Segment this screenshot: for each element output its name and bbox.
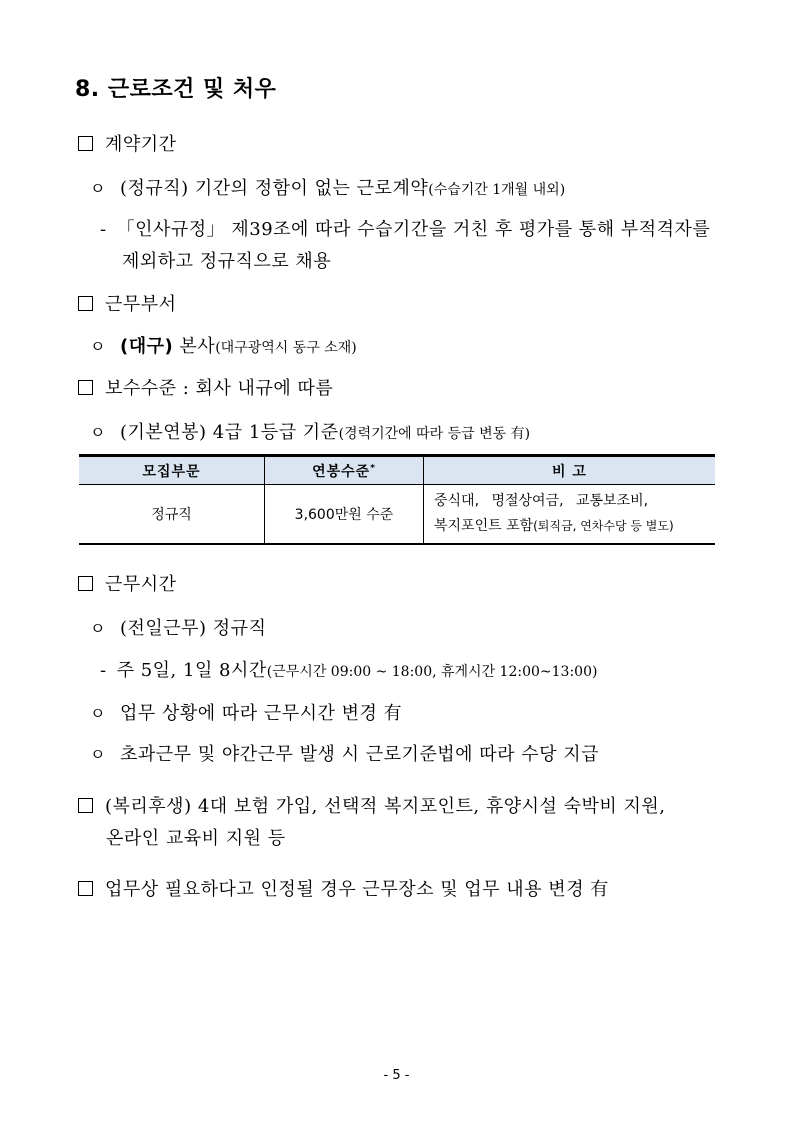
- table-header-row: [79, 456, 715, 485]
- welfare-line1: (복리후생) 4대 보험 가입, 선택적 복지포인트, 휴양시설 숙박비 지원,: [105, 796, 666, 817]
- contract-subitem-line1: 「인사규정」 제39조에 따라 수습기간을 거친 후 평가를 통해 부적격자를: [116, 219, 711, 240]
- pay-item-note: (경력기간에 따라 등급 변동 有): [338, 426, 531, 442]
- table-row: [79, 485, 715, 545]
- section-welfare: [78, 792, 666, 818]
- cell-note: [424, 485, 716, 545]
- contract-subitem: [100, 215, 710, 241]
- page-title: 8. 근로조건 및 처우: [75, 77, 277, 102]
- checkbox-square-icon: [78, 798, 93, 813]
- circle-bullet-icon: ㅇ: [90, 619, 106, 638]
- footnote-mark: *: [370, 462, 376, 473]
- checkbox-square-icon: [78, 576, 93, 591]
- hours-item2: [90, 699, 402, 725]
- contract-item-note: (수습기간 1개월 내외): [428, 182, 566, 198]
- contract-subitem-line2: 제외하고 정규직으로 채용: [122, 251, 332, 272]
- hours-item3: [90, 740, 599, 766]
- checkbox-square-icon: [78, 380, 93, 395]
- pay-item: [90, 418, 530, 444]
- hours-subitem-note: (근무시간 09:00 ~ 18:00, 휴게시간 12:00~13:00): [266, 664, 598, 680]
- hours-subitem-text: 주 5일, 1일 8시간: [116, 660, 267, 681]
- checkbox-square-icon: [78, 881, 93, 896]
- cell-salary: 3,600만원 수준: [265, 485, 424, 545]
- section-change: [78, 875, 609, 901]
- section-heading: 보수수준 : 회사 내규에 따름: [105, 378, 334, 399]
- contract-item: [90, 174, 565, 200]
- circle-bullet-icon: ㅇ: [90, 745, 106, 764]
- pay-item-text: (기본연봉) 4급 1등급 기준: [119, 422, 339, 443]
- dept-item: [90, 332, 357, 358]
- section-heading: 근무부서: [105, 294, 177, 315]
- hours-subitem: [100, 656, 597, 682]
- circle-bullet-icon: ㅇ: [90, 704, 106, 723]
- header-note: 비 고: [424, 456, 716, 485]
- checkbox-square-icon: [78, 136, 93, 151]
- welfare-line2: 온라인 교육비 지원 등: [106, 828, 286, 849]
- dept-location-bold: (대구): [119, 336, 174, 357]
- dept-item-note: (대구광역시 동구 소재): [215, 340, 357, 356]
- dash-bullet-icon: -: [100, 219, 107, 240]
- circle-bullet-icon: ㅇ: [90, 423, 106, 442]
- note-line1: 중식대, 명절상여금, 교통보조비,: [434, 493, 649, 509]
- header-category: 모집부문: [79, 456, 265, 485]
- note-line2: 복지포인트 포함(퇴직금, 연차수당 등 별도): [434, 518, 674, 534]
- hours-item1-text: (전일근무) 정규직: [119, 618, 267, 639]
- section-heading: 근무시간: [105, 574, 177, 595]
- section-contract: [78, 130, 177, 156]
- salary-table: [79, 454, 715, 545]
- contract-item-text: (정규직) 기간의 정함이 없는 근로계약: [119, 178, 429, 199]
- hours-item3-text: 초과근무 및 야간근무 발생 시 근로기준법에 따라 수당 지급: [119, 744, 600, 765]
- checkbox-square-icon: [78, 296, 93, 311]
- section-dept: [78, 290, 177, 316]
- section-hours: [78, 570, 177, 596]
- hours-item1: [90, 614, 266, 640]
- section-heading: 계약기간: [105, 134, 177, 155]
- dept-item-text: 본사: [173, 336, 216, 357]
- circle-bullet-icon: ㅇ: [90, 337, 106, 356]
- page-number: - 5 -: [383, 1068, 410, 1083]
- cell-category: 정규직: [79, 485, 265, 545]
- circle-bullet-icon: ㅇ: [90, 179, 106, 198]
- hours-item2-text: 업무 상황에 따라 근무시간 변경 有: [119, 703, 403, 724]
- header-salary: 연봉수준*: [265, 456, 424, 485]
- change-line: 업무상 필요하다고 인정될 경우 근무장소 및 업무 내용 변경 有: [105, 879, 609, 900]
- dash-bullet-icon: -: [100, 660, 107, 681]
- section-pay: [78, 374, 333, 400]
